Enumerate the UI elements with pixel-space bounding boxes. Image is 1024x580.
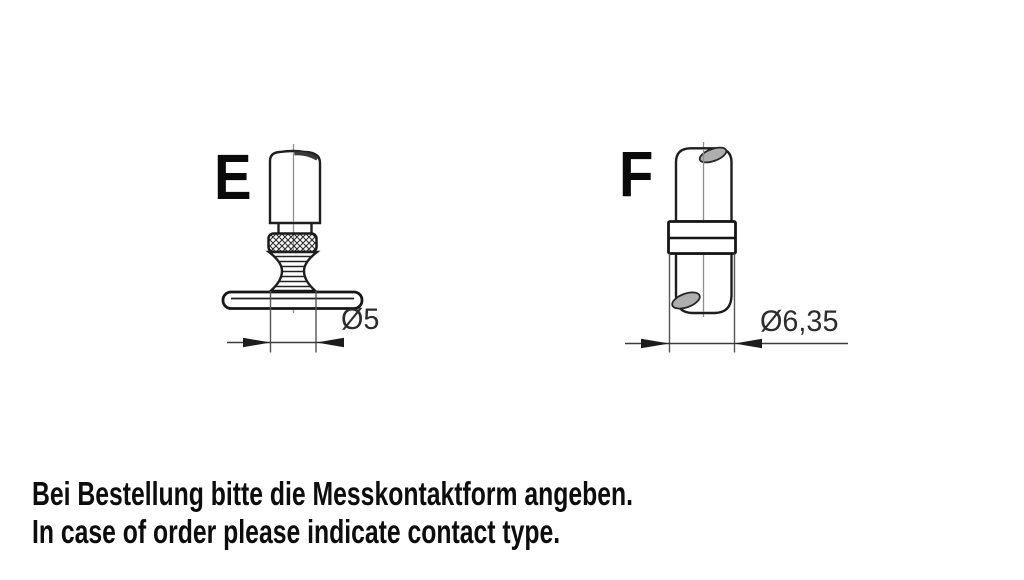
order-note-german: Bei Bestellung bitte die Messkontaktform angeben. [32,475,633,512]
figure-e-dimension-label: Ø5 [341,303,380,336]
f-collar [669,222,736,254]
figure-f-label: F [619,138,654,210]
order-note-english: In case of order please indicate contact type. [32,513,561,550]
e-knurled-ring [269,234,317,253]
e-stem-cylinder [270,151,320,223]
e-dim-arrow-right [317,338,345,347]
f-dim-arrow-right [735,339,763,348]
figure-f-dimension-label: Ø6,35 [760,305,839,338]
e-dim-arrow-left [243,338,271,347]
e-taper-stripes [264,257,322,287]
f-dim-arrow-left [641,339,670,348]
figure-e-label: E [214,141,252,213]
